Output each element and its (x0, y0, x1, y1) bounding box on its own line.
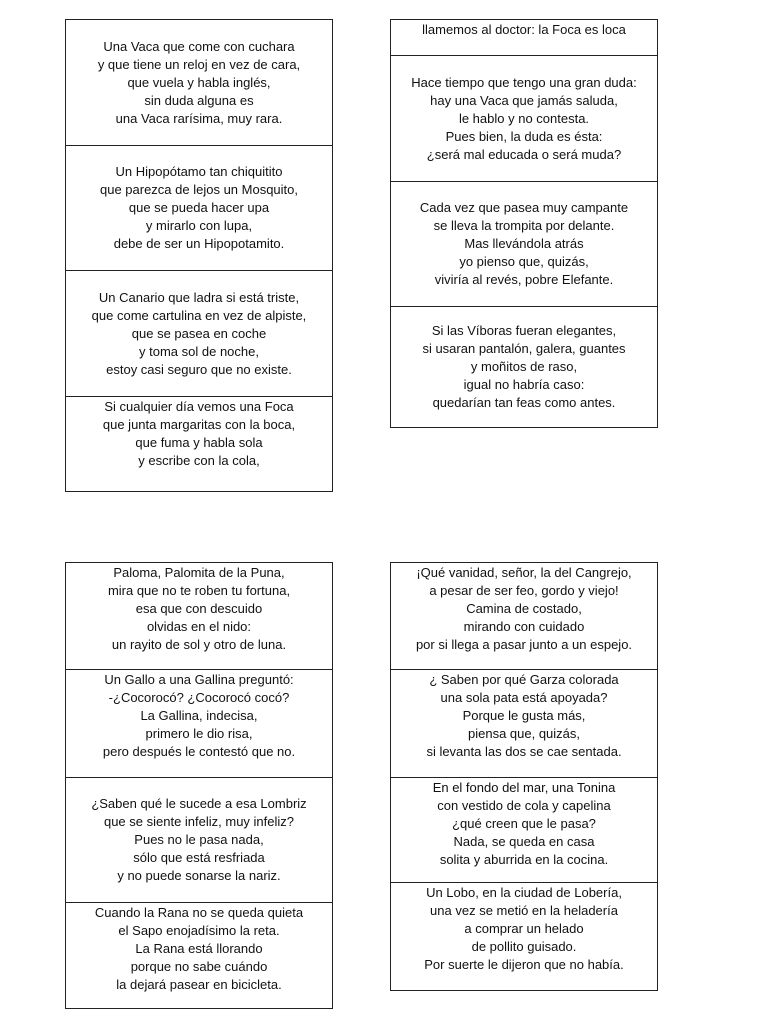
poem-card (65, 902, 333, 1009)
poem-line: Una Vaca que come con cuchara (103, 38, 295, 54)
poem-line: una sola pata está apoyada? (440, 690, 608, 705)
poem-line: quedarían tan feas como antes. (432, 395, 616, 410)
poem-line: si usaran pantalón, galera, guantes (422, 341, 626, 356)
poem-card (65, 396, 333, 492)
poem-line: una vez se metió en la heladería (430, 903, 618, 918)
poem-line: a pesar de ser feo, gordo y viejo! (429, 583, 619, 598)
poem-line: que come cartulina en vez de alpiste, (91, 307, 307, 323)
poem-line: piensa que, quizás, (467, 726, 581, 741)
poem-line: estoy casi seguro que no existe. (106, 361, 292, 377)
poem-line: con vestido de cola y capelina (437, 798, 611, 813)
poem-line: Cada vez que pasea muy campante (419, 200, 629, 215)
poem-line: y que tiene un reloj en vez de cara, (97, 56, 301, 72)
poem-line: olvidas en el nido: (146, 619, 252, 634)
poem-line: Pues bien, la duda es ésta: (445, 128, 603, 144)
poem-line: hay una Vaca que jamás saluda, (430, 92, 618, 108)
poem-line: Un Gallo a una Gallina preguntó: (104, 672, 294, 687)
poem-line: que se pueda hacer upa (128, 200, 270, 215)
poem-card (65, 145, 333, 271)
poem-line: yo pienso que, quizás, (459, 254, 589, 269)
poem-line: Si las Víboras fueran elegantes, (431, 323, 617, 338)
poem-line: de pollito guisado. (471, 939, 577, 954)
poem-line: que parezca de lejos un Mosquito, (99, 182, 298, 197)
poem-line: primero le dio risa, (145, 726, 253, 741)
poem-line: y moñitos de raso, (470, 359, 578, 374)
poem-line: Nada, se queda en casa (453, 834, 595, 849)
poem-line: sin duda alguna es (144, 92, 254, 108)
poem-card (65, 19, 333, 146)
poem-line: ¿Saben qué le sucede a esa Lombriz (91, 796, 307, 811)
poem-line: Camina de costado, (466, 601, 582, 616)
poem-line: que se siente infeliz, muy infeliz? (103, 814, 295, 829)
poem-line: La Rana está llorando (135, 941, 263, 956)
poem-card (390, 306, 658, 428)
poem-line: igual no habría caso: (463, 377, 585, 392)
poem-line: Paloma, Palomita de la Puna, (113, 565, 285, 580)
poem-line: sólo que está resfriada (133, 850, 265, 865)
poem-line: ¿será mal educada o será muda? (426, 146, 622, 162)
poem-card (65, 669, 333, 778)
poem-line: y toma sol de noche, (139, 343, 259, 359)
poem-card (390, 19, 658, 56)
poem-line: mirando con cuidado (463, 619, 585, 634)
poem-line: Un Lobo, en la ciudad de Lobería, (426, 885, 622, 900)
poem-line: Mas llevándola atrás (464, 236, 584, 251)
poem-line: por si llega a pasar junto a un espejo. (415, 637, 633, 652)
poem-line: Pues no le pasa nada, (134, 832, 264, 847)
poem-line: llamemos al doctor: la Foca es loca (422, 22, 626, 37)
poem-line: y escribe con la cola, (138, 453, 260, 468)
poem-line: ¿qué creen que le pasa? (452, 816, 596, 831)
poem-line: le hablo y no contesta. (458, 110, 590, 126)
poem-line: Porque le gusta más, (462, 708, 586, 723)
poem-line: viviría al revés, pobre Elefante. (434, 272, 614, 287)
poem-line: porque no sabe cuándo (130, 959, 268, 974)
poem-line: Hace tiempo que tengo una gran duda: (411, 74, 637, 90)
poem-line: -¿Cocorocó? ¿Cocorocó cocó? (108, 690, 290, 705)
poem-line: ¡Qué vanidad, señor, la del Cangrejo, (416, 565, 632, 580)
poem-card (390, 181, 658, 307)
poem-line: solita y aburrida en la cocina. (439, 852, 609, 867)
poem-card (390, 669, 658, 778)
poem-line: ¿ Saben por qué Garza colorada (429, 672, 619, 687)
poem-line: la dejará pasear en bicicleta. (116, 977, 282, 992)
poem-line: Un Canario que ladra si está triste, (98, 289, 300, 305)
poem-line: que fuma y habla sola (135, 435, 263, 450)
poem-card (390, 882, 658, 991)
poem-card (65, 777, 333, 903)
poem-line: si levanta las dos se cae sentada. (426, 744, 622, 759)
poem-line: un rayito de sol y otro de luna. (111, 637, 287, 652)
poem-line: se lleva la trompita por delante. (433, 218, 615, 233)
poem-line: Un Hipopótamo tan chiquitito (115, 164, 283, 179)
poem-line: que se pasea en coche (131, 325, 267, 341)
poem-line: pero después le contestó que no. (102, 744, 296, 759)
poem-card (65, 270, 333, 397)
poem-line: En el fondo del mar, una Tonina (432, 780, 616, 795)
poem-card (390, 55, 658, 182)
poem-line: y no puede sonarse la nariz. (117, 868, 281, 883)
poem-line: esa que con descuido (135, 601, 263, 616)
poem-line: Si cualquier día vemos una Foca (104, 399, 294, 414)
poem-line: Por suerte le dijeron que no había. (424, 957, 624, 972)
poem-line: que junta margaritas con la boca, (102, 417, 296, 432)
poem-card (65, 562, 333, 670)
poem-line: debe de ser un Hipopotamito. (113, 236, 285, 251)
poem-line: el Sapo enojadísimo la reta. (118, 923, 280, 938)
poem-line: y mirarlo con lupa, (145, 218, 253, 233)
poem-card (390, 777, 658, 883)
poem-card (390, 562, 658, 670)
poem-line: mira que no te roben tu fortuna, (107, 583, 291, 598)
poem-line: que vuela y habla inglés, (127, 74, 271, 90)
poem-line: una Vaca rarísima, muy rara. (115, 110, 283, 126)
poem-line: Cuando la Rana no se queda quieta (94, 905, 304, 920)
poem-line: a comprar un helado (464, 921, 584, 936)
poem-line: La Gallina, indecisa, (140, 708, 258, 723)
